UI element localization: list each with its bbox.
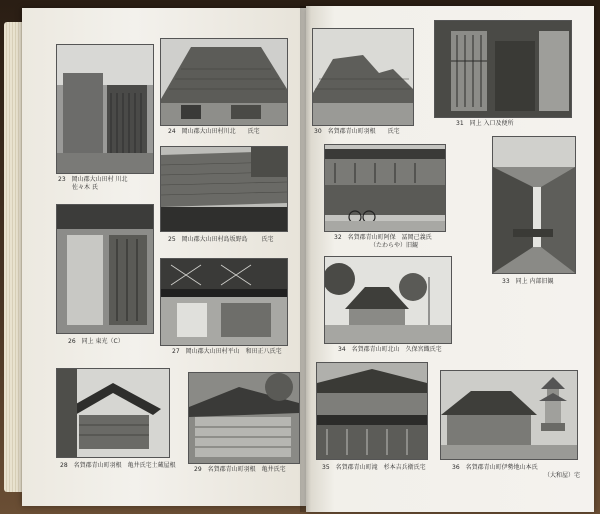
photo-23-house-interior — [56, 44, 154, 174]
caption-24: 24 岡山郡大山田村川北 氏宅 — [168, 128, 260, 135]
photo-36-stone-lantern-house — [440, 370, 578, 460]
photo-24-thatched-house — [160, 38, 288, 126]
caption-34: 34 名賀郡青山町北山 久保宮織氏宅 — [338, 346, 442, 353]
left-page — [22, 8, 306, 506]
caption-32-line2: （たわらや）旧観 — [370, 242, 419, 249]
photo-27-interior-beams — [160, 258, 288, 346]
right-page — [306, 6, 594, 512]
caption-29: 29 名賀郡青山町羽根 亀井氏宅 — [194, 466, 286, 473]
caption-31: 31 同上 入口及便所 — [456, 120, 514, 127]
caption-30: 30 名賀郡青山町羽根 氏宅 — [314, 128, 400, 135]
caption-36-line2: （大和屋）宅 — [544, 472, 581, 479]
caption-36: 36 名賀郡青山町伊勢地山本氏 — [452, 464, 538, 471]
photo-26-doorway — [56, 204, 154, 334]
photo-28-storehouse-roof — [56, 368, 170, 458]
caption-27: 27 岡山郡大山田村平山 和田正八氏宅 — [172, 348, 282, 355]
photo-35-two-storey-house — [316, 362, 428, 460]
caption-32: 32 名賀郡青山町阿保 冨岡己義氏 — [334, 234, 432, 241]
photo-34-village-house — [324, 256, 452, 344]
caption-25: 25 岡山郡大山田村島坂野島 氏宅 — [168, 236, 274, 243]
caption-33: 33 同上 内部旧観 — [502, 278, 554, 285]
photo-31-entrance — [434, 20, 572, 118]
photo-25-thatched-roof — [160, 146, 288, 232]
caption-23-line2: 佐々木 氏 — [72, 184, 98, 191]
photo-30-thatched-farmhouse — [312, 28, 414, 126]
caption-26: 26 同上 東光（C） — [68, 338, 124, 345]
caption-28: 28 名賀郡青山町羽根 亀井氏宅土蔵屋根 — [60, 462, 176, 469]
photo-29-house-gate — [188, 372, 300, 464]
photo-33-interior-corridor — [492, 136, 576, 274]
photo-32-storefront — [324, 144, 446, 232]
book-gutter-shadow — [300, 6, 314, 512]
caption-23: 23 岡山郡大山田村 川北 — [58, 176, 128, 183]
caption-35: 35 名賀郡青山町滝 杉本吉兵衛氏宅 — [322, 464, 426, 471]
